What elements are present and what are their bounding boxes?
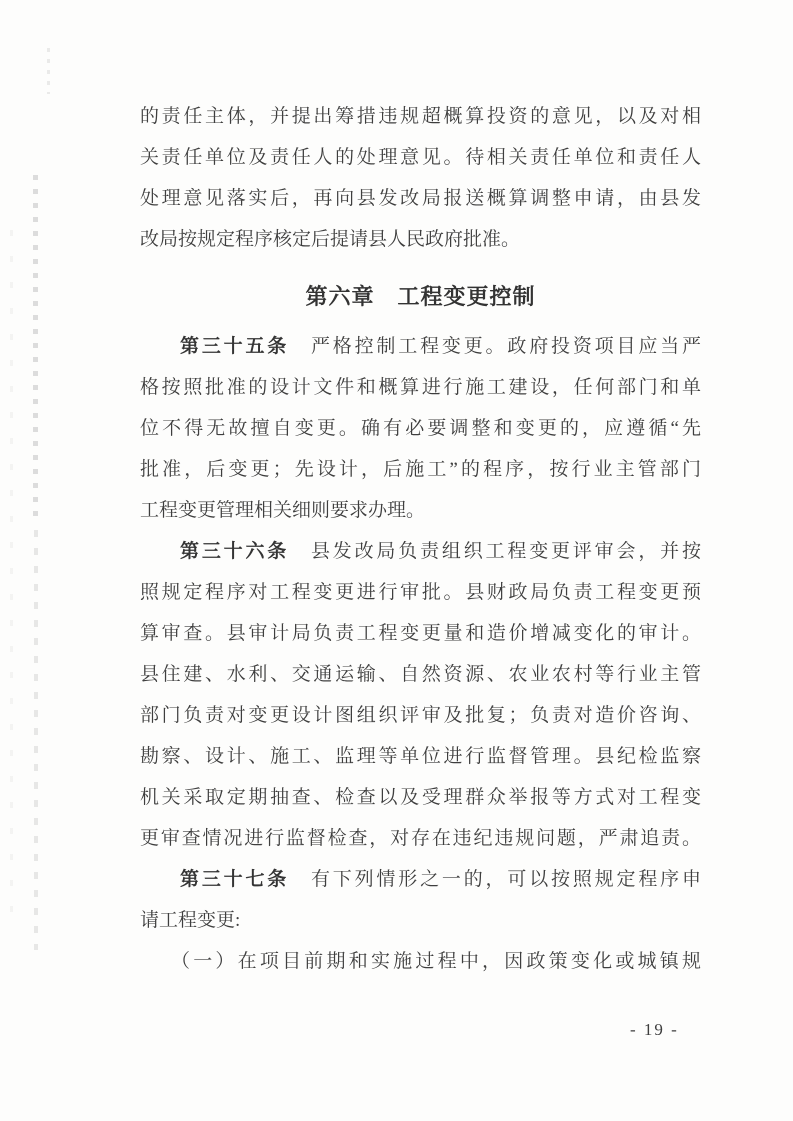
text-line: 改局按规定程序核定后提请县人民政府批准。 [140, 229, 521, 250]
scan-artifact [33, 175, 38, 520]
text-line: 更审查情况进行监督检查，对存在违纪违规问题，严肃追责。 [140, 828, 701, 849]
text-line: 部门负责对变更设计图组织评审及批复；负责对造价咨询、 [140, 705, 701, 726]
page-number: - 19 - [630, 1020, 679, 1039]
line-text: 严格控制工程变更。政府投资项目应当严 [289, 336, 701, 357]
text-line-article-start [140, 326, 701, 367]
text-line: 格按照批准的设计文件和概算进行施工建设，任何部门和单 [140, 377, 701, 398]
text-line-list-item: （一）在项目前期和实施过程中，因政策变化或城镇规 [171, 951, 701, 972]
text-line: 工程变更管理相关细则要求办理。 [140, 500, 426, 521]
text-line: 勘察、设计、施工、监理等单位进行监督管理。县纪检监察 [140, 746, 701, 767]
article-number: 第三十六条 [180, 541, 290, 562]
scan-artifact [34, 530, 38, 950]
text-line: 关责任单位及责任人的处理意见。待相关责任单位和责任人 [140, 147, 701, 168]
text-line: 算审查。县审计局负责工程变更量和造价增减变化的审计。 [140, 623, 701, 644]
line-text: 县发改局负责组织工程变更评审会，并按 [289, 541, 701, 562]
scan-artifact [47, 48, 50, 94]
text-line: 照规定程序对工程变更进行审批。县财政局负责工程变更预 [140, 582, 701, 603]
scan-artifact [10, 230, 13, 930]
text-line: 县住建、水利、交通运输、自然资源、农业农村等行业主管 [140, 664, 701, 685]
text-line: 请工程变更: [140, 910, 241, 931]
article-number: 第三十五条 [180, 336, 290, 357]
text-line-article-start [140, 531, 701, 572]
line-text: 有下列情形之一的，可以按照规定程序申 [289, 869, 701, 890]
chapter-heading: 第六章 工程变更控制 [305, 284, 536, 309]
text-line: 处理意见落实后，再向县发改局报送概算调整申请，由县发 [140, 188, 701, 209]
text-line: 的责任主体，并提出筹措违规超概算投资的意见，以及对相 [140, 106, 701, 127]
text-line: 机关采取定期抽查、检查以及受理群众举报等方式对工程变 [140, 787, 701, 808]
article-number: 第三十七条 [180, 869, 290, 890]
text-line-article-start [140, 859, 701, 900]
text-line: 批准，后变更；先设计，后施工”的程序，按行业主管部门 [140, 459, 701, 480]
document-text-block [140, 96, 701, 982]
text-line: 位不得无故擅自变更。确有必要调整和变更的，应遵循“先 [140, 418, 701, 439]
